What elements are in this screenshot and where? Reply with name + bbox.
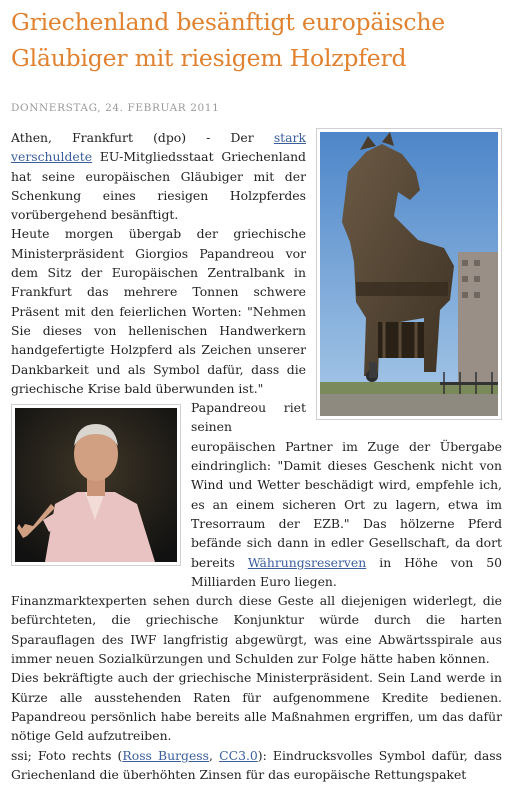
paragraph-credits: ssi; Foto rechts (Ross Burgess, CC3.0): Eindrucksvolles Symbol dafür, dass Griechenland die überhöhten Zinsen für das europäische Rettungspaket: [11, 747, 503, 782]
link-ross-burgess[interactable]: Ross Burgess: [122, 747, 210, 763]
papandreou-photo[interactable]: [11, 404, 181, 566]
papandreou-image: [15, 408, 177, 562]
trojan-horse-image: [320, 132, 498, 416]
paragraph-confirmation: Dies bekräftigte auch der griechische Ministerpräsident. Sein Land werde in Kürze alle ausstehenden Raten für aufgenommene Kredite bedienen. Papandreou persönlich habe bereits alle Maßnahmen ergriffen, um das dafür nötige Geld aufzutreiben.: [11, 670, 502, 744]
paragraph-intro: Athen, Frankfurt (dpo) - Der stark verschuldete EU-Mitgliedsstaat Griechenland hat seine europäischen Gläubiger mit der Schenkung eines riesigen Holzpferdes vorübergehend besänftigt.: [11, 130, 306, 223]
post-title[interactable]: Griechenland besänftigt europäische Gläubiger mit riesigem Holzpferd: [11, 8, 445, 72]
link-waehrungsreserven[interactable]: Währungsreserven: [247, 554, 367, 570]
post-body: [11, 128, 502, 784]
paragraph-handover: Heute morgen übergab der griechische Ministerpräsident Giorgios Papandreou vor dem Sitz der Europäischen Zentralbank in Frankfurt das mehrere Tonnen schwere Präsent mit den feierlichen Worten: "Nehmen Sie dieses von hellenischen Handwerkern handgefertigte Holzpferd als Zeichen unserer Dankbarkeit und als Symbol dafür, dass die griechische Krise bald überwunden ist.": [11, 226, 306, 396]
trojan-horse-photo[interactable]: [316, 128, 502, 420]
link-stark-verschuldete[interactable]: stark verschuldete: [11, 130, 306, 165]
paragraph-experts: Finanzmarktexperten sehen durch diese Geste all diejenigen widerlegt, die befürchteten, die griechische Konjunktur würde durch die harten Sparauflagen des IWF langfristig abgewürgt, was eine Abwärtsspirale aus immer neuen Sozialkürzungen und Schulden zur Folge hätte haben können.: [11, 593, 502, 667]
link-cc-license[interactable]: CC3.0: [219, 747, 258, 763]
post-date: DONNERSTAG, 24. FEBRUAR 2011: [11, 102, 220, 114]
paragraph-advice: Papandreou riet seinen europäischen Partner im Zuge der Übergabe eindringlich: "Damit dieses Geschenk nicht von Wind und Wetter beschädigt wird, empfehle ich, es an einem sicheren Ort zu lagern, etwa im Tresorraum der EZB." Das hölzerne Pferd befände sich dann in edler Gesellschaft, da dort bereits Währungsreserven in Höhe von 50 Milliarden Euro liegen.: [191, 400, 503, 589]
